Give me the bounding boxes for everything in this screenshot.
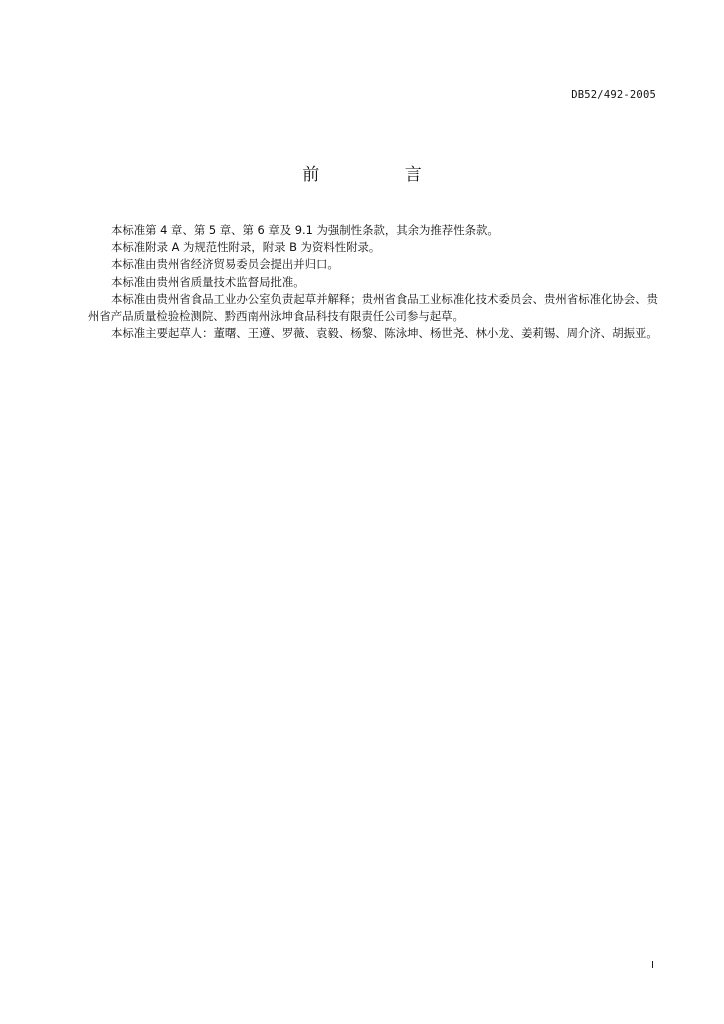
paragraph-appendices: 本标准附录 A 为规范性附录，附录 B 为资料性附录。 bbox=[111, 240, 381, 255]
foreword-body bbox=[88, 222, 658, 342]
paragraph-proposer: 本标准由贵州省经济贸易委员会提出并归口。 bbox=[111, 257, 339, 272]
paragraph-drafting-organizations: 本标准由贵州省食品工业办公室负责起草并解释；贵州省食品工业标准化技术委员会、贵州省标准化协会、贵州省产品质量检验检测院、黔西南州泳坤食品科技有限责任公司参与起草。 bbox=[88, 291, 658, 324]
page-number: I bbox=[651, 960, 654, 971]
paragraph-drafters: 本标准主要起草人：董曙、王遵、罗薇、袁毅、杨黎、陈泳坤、杨世尧、林小龙、姜莉锡、周介济、胡振亚。 bbox=[111, 326, 658, 341]
paragraph-mandatory-clauses: 本标准第 4 章、第 5 章、第 6 章及 9.1 为强制性条款，其余为推荐性条款。 bbox=[111, 223, 499, 237]
paragraph-approver: 本标准由贵州省质量技术监督局批准。 bbox=[111, 274, 305, 289]
standard-code: DB52/492-2005 bbox=[571, 89, 656, 101]
page-title: 前 言 bbox=[302, 165, 462, 185]
